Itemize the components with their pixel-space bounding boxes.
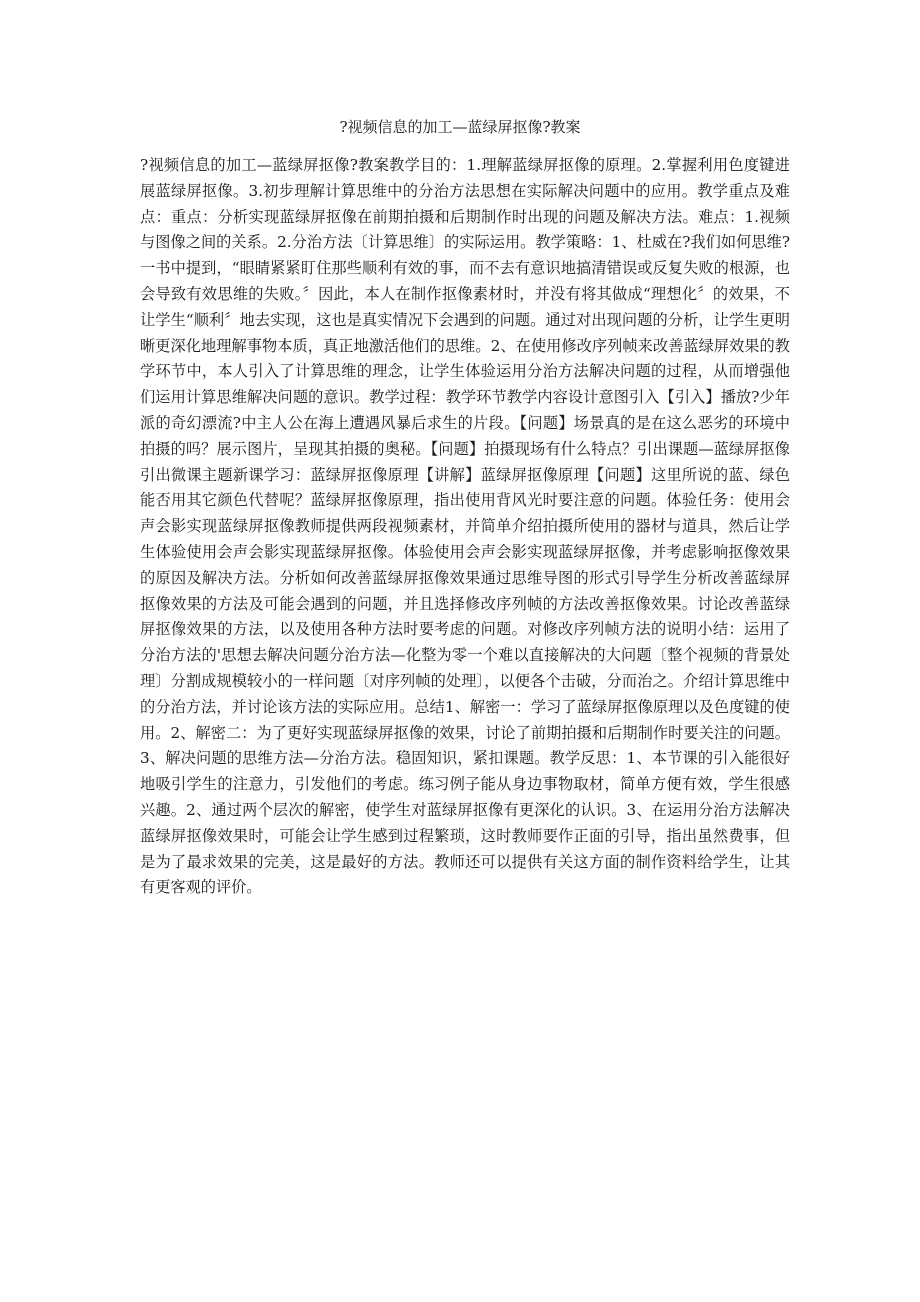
document-title: ?视频信息的加工—蓝绿屏抠像?教案 — [339, 118, 581, 136]
document-body-paragraph: ?视频信息的加工—蓝绿屏抠像?教案教学目的：1.理解蓝绿屏抠像的原理。2.掌握利用色度键进展蓝绿屏抠像。3.初步理解计算思维中的分治方法思想在实际解决问题中的应用。教学重点及难点：重点：分析实现蓝绿屏抠像在前期拍摄和后期制作时出现的问题及解决方法。难点：1.视频与图像之间的关系。2.分治方法〔计算思维〕的实际运用。教学策略：1、杜威在?我们如何思维?一书中提到，“眼睛紧紧盯住那些顺利有效的事，而不去有意识地搞清错误或反复失败的根源，也会导致有效思维的失败。〞因此，本人在制作抠像素材时，并没有将其做成“理想化〞的效果，不让学生“顺利〞地去实现，这也是真实情况下会遇到的问题。通过对出现问题的分析，让学生更明晰更深化地理解事物本质，真正地激活他们的思维。2、在使用修改序列帧来改善蓝绿屏效果的教学环节中，本人引入了计算思维的理念，让学生体验运用分治方法解决问题的过程，从而增强他们运用计算思维解决问题的意识。教学过程：教学环节教学内容设计意图引入【引入】播放?少年派的奇幻漂流?中主人公在海上遭遇风暴后求生的片段。【问题】场景真的是在这么恶劣的环境中拍摄的吗？展示图片，呈现其拍摄的奥秘。【问题】拍摄现场有什么特点？引出课题—蓝绿屏抠像引出微课主题新课学习：蓝绿屏抠像原理【讲解】蓝绿屏抠像原理【问题】这里所说的蓝、绿色能否用其它颜色代替呢？蓝绿屏抠像原理，指出使用背风光时要注意的问题。体验任务：使用会声会影实现蓝绿屏抠像教师提供两段视频素材，并简单介绍拍摄所使用的器材与道具，然后让学生体验使用会声会影实现蓝绿屏抠像。体验使用会声会影实现蓝绿屏抠像，并考虑影响抠像效果的原因及解决方法。分析如何改善蓝绿屏抠像效果通过思维导图的形式引导学生分析改善蓝绿屏抠像效果的方法及可能会遇到的问题，并且选择修改序列帧的方法改善抠像效果。讨论改善蓝绿屏抠像效果的方法，以及使用各种方法时要考虑的问题。对修改序列帧方法的说明小结：运用了分治方法的'思想去解决问题分治方法—化整为零一个难以直接解决的大问题〔整个视频的背景处理〕分割成规模较小的一样问题〔对序列帧的处理〕，以便各个击破，分而治之。介绍计算思维中的分治方法，并讨论该方法的实际应用。总结1、解密一：学习了蓝绿屏抠像原理以及色度键的使用。2、解密二：为了更好实现蓝绿屏抠像的效果，讨论了前期拍摄和后期制作时要关注的问题。3、解决问题的思维方法—分治方法。稳固知识，紧扣课题。教学反思：1、本节课的引入能很好地吸引学生的注意力，引发他们的考虑。练习例子能从身边事物取材，简单方便有效，学生很感兴趣。2、通过两个层次的解密，使学生对蓝绿屏抠像有更深化的认识。3、在运用分治方法解决蓝绿屏抠像效果时，可能会让学生感到过程繁琐，这时教师要作正面的引导，指出虽然费事，但是为了最求效果的完美，这是最好的方法。教师还可以提供有关这方面的制作资料给学生，让其有更客观的评价。 — [140, 156, 790, 897]
